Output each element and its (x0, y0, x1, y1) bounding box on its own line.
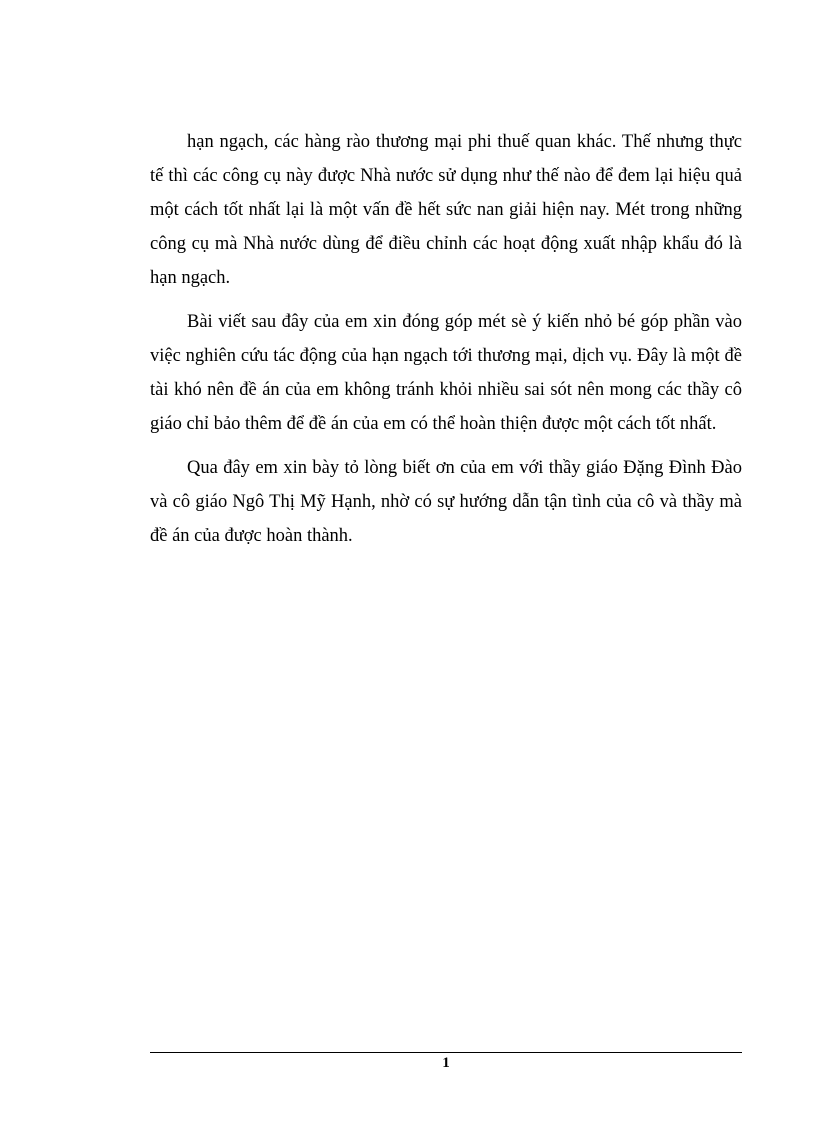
footer-rule (150, 1052, 742, 1053)
body-text (150, 125, 742, 563)
paragraph-3: Qua đây em xin bày tỏ lòng biết ơn của em với thầy giáo Đặng Đình Đào và cô giáo Ngô Thị Mỹ Hạnh, nhờ có sự hướng dẫn tận tình của cô và thầy mà đề án của được hoàn thành. (150, 458, 742, 546)
paragraph-1: hạn ngạch, các hàng rào thương mại phi thuế quan khác. Thế nhưng thực tế thì các công cụ này được Nhà nước sử dụng như thế nào để đem lại hiệu quả một cách tốt nhất lại là một vấn đề hết sức nan giải hiện nay. Mét trong những công cụ mà Nhà nước dùng để điều chỉnh các hoạt động xuất nhập khẩu đó là hạn ngạch. (150, 132, 742, 288)
page-number: 1 (442, 1055, 450, 1071)
paragraph-2: Bài viết sau đây của em xin đóng góp mét sè ý kiến nhỏ bé góp phần vào việc nghiên cứu tác động của hạn ngạch tới thương mại, dịch vụ. Đây là một đề tài khó nên đề án của em không tránh khỏi nhiều sai sót nên mong các thầy cô giáo chỉ bảo thêm để đề án của em có thể hoàn thiện được một cách tốt nhất. (150, 312, 742, 434)
